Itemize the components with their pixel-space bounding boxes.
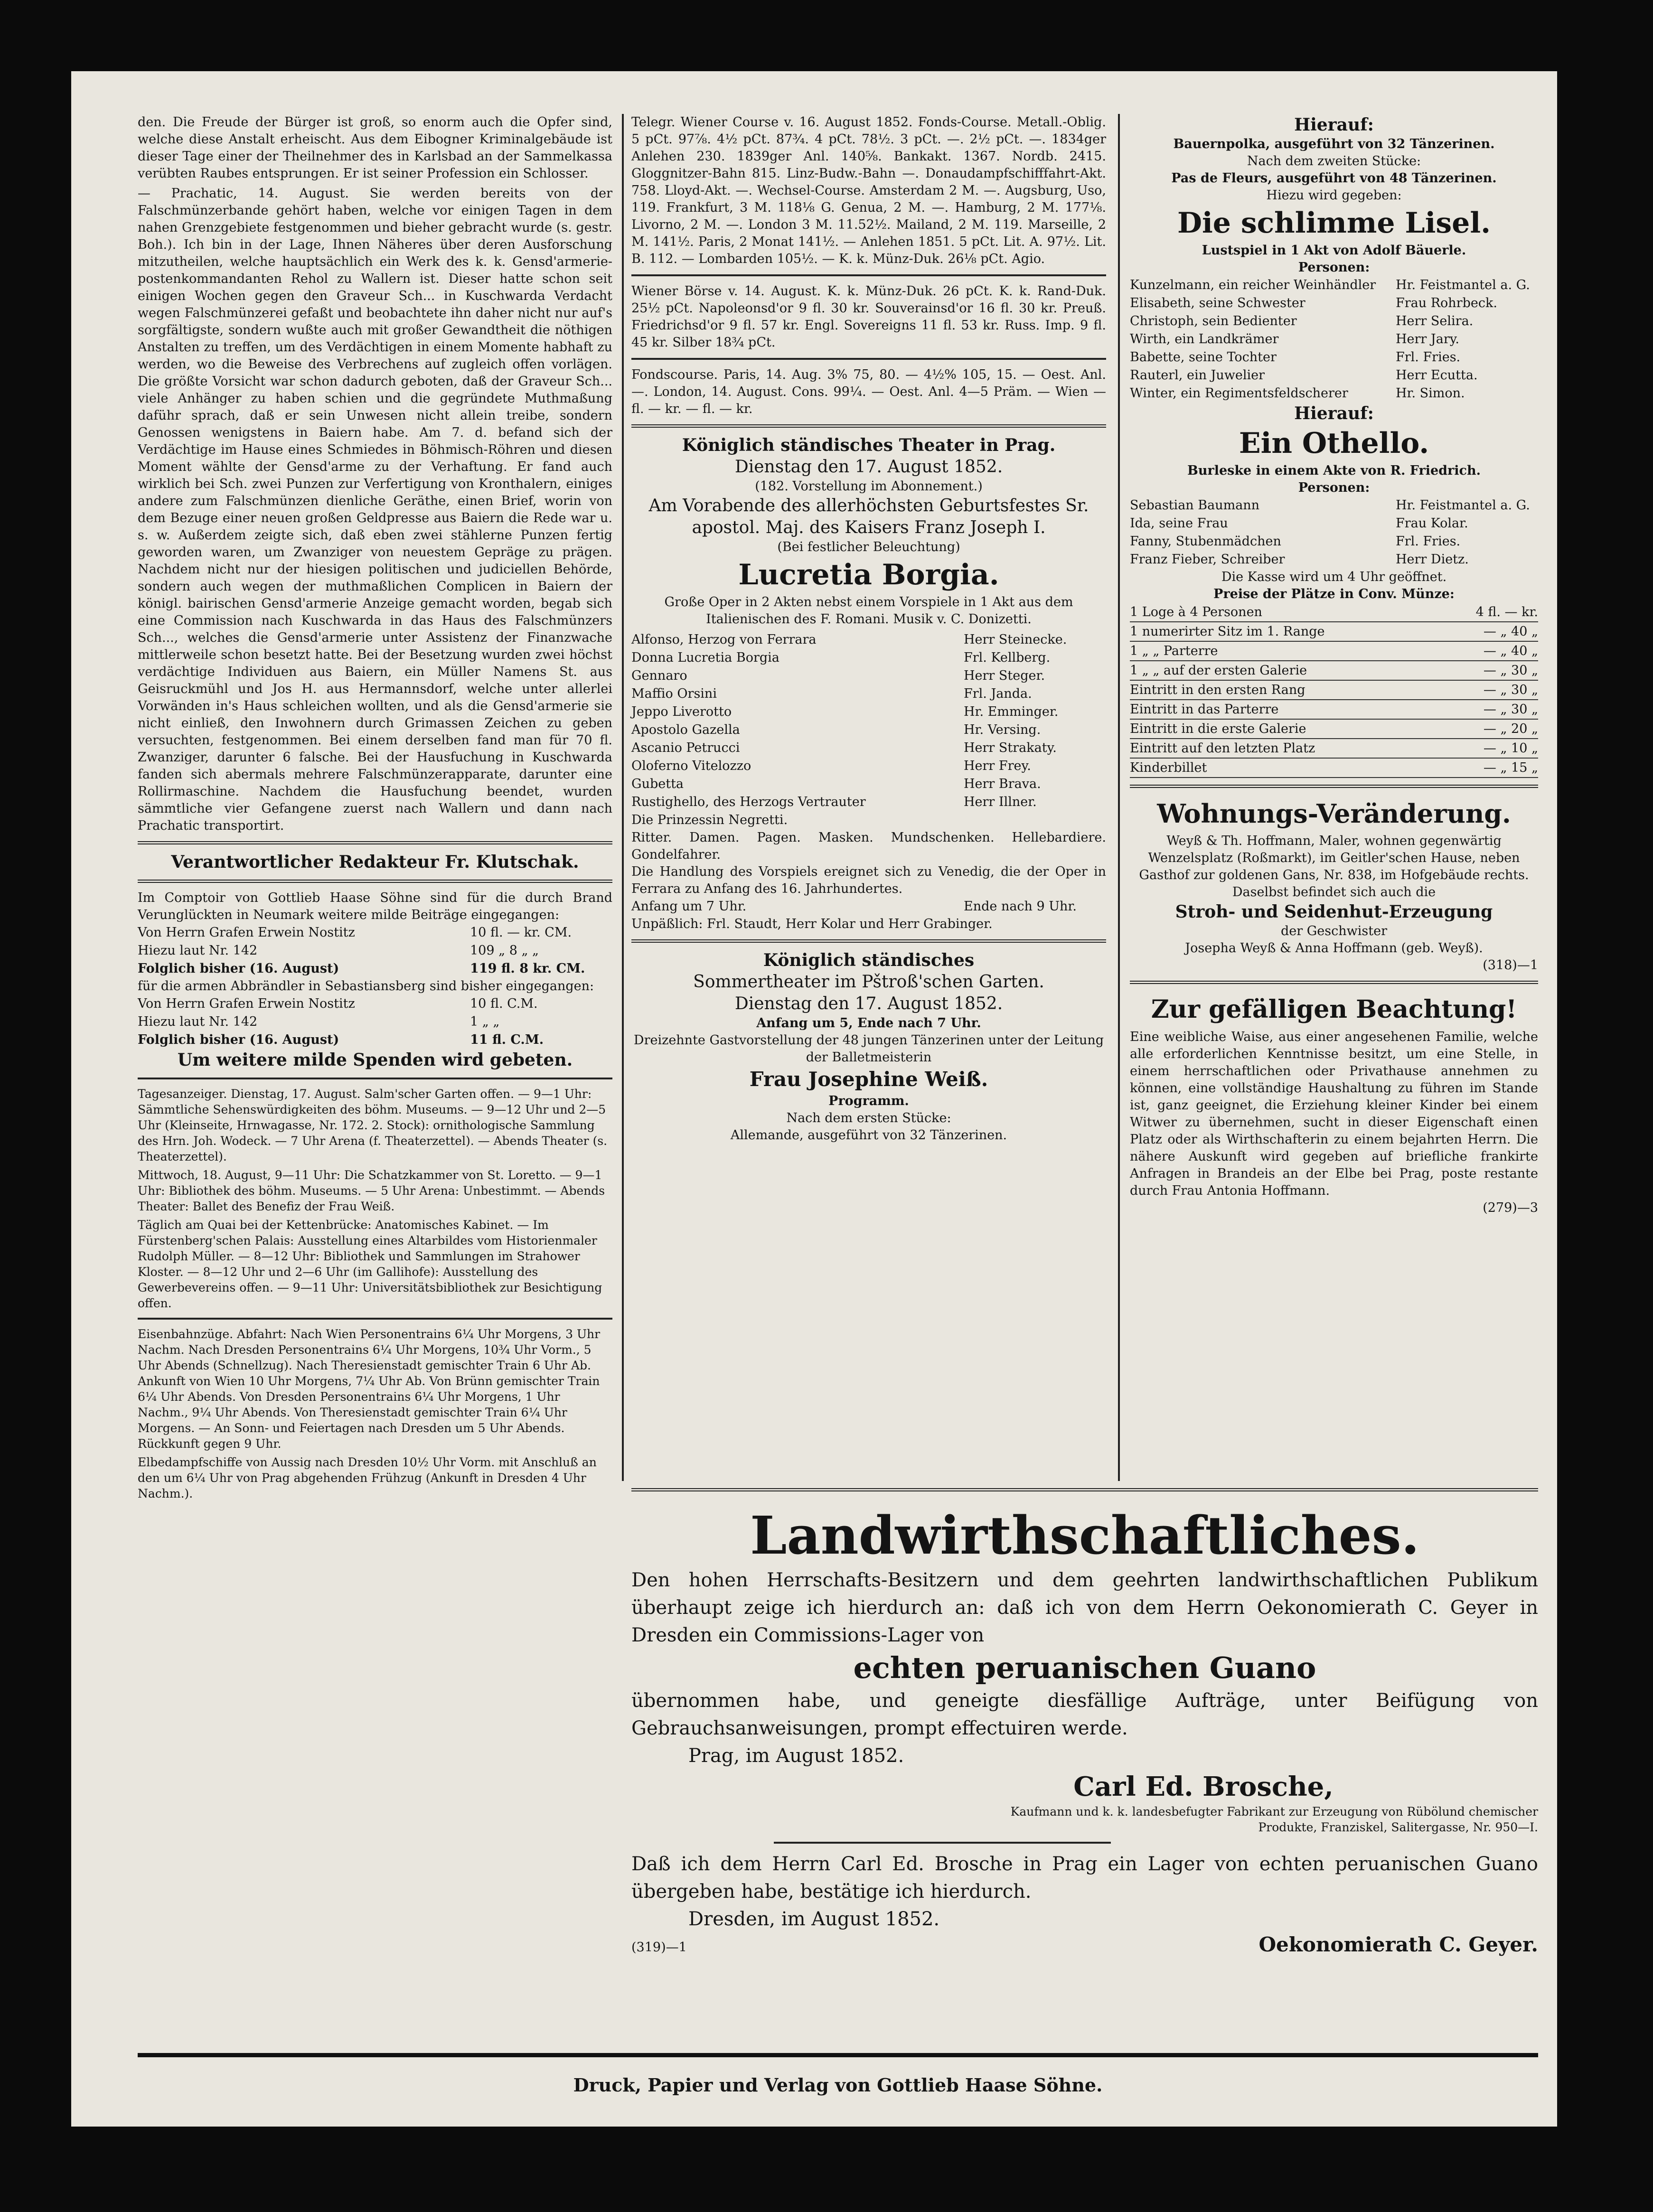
program-line: Allemande, ausgeführt von 32 Tänzerinen. xyxy=(730,1128,1007,1143)
mittwoch-schedule: Mittwoch, 18. August, 9—11 Uhr: Die Schatzkammer von St. Loretto. — 9—1 Uhr: Bibliothek des böhm. Museums. — 5 Uhr Arena: Unbestimmt. — Abends Theater: Ballet des Benefiz der Frau Weiß. xyxy=(138,1168,605,1213)
play-title: Ein Othello. xyxy=(1239,427,1429,460)
price-table xyxy=(1130,603,1538,778)
program-line: Pas de Fleurs, ausgeführt von 48 Tänzerinen. xyxy=(1171,171,1497,186)
cast-row: Wirth, ein Landkrämer Herr Jary. xyxy=(1130,332,1459,347)
indisposed-note: Unpäßlich: Frl. Staudt, Herr Kolar und Herr Grabinger. xyxy=(631,917,993,931)
program-line: Nach dem ersten Stücke: xyxy=(786,1111,951,1125)
price-row: 1 „ „ Parterre — „ 40 „ xyxy=(1130,642,1538,661)
program-line: Bauernpolka, ausgeführt von 32 Tänzerinen. xyxy=(1173,137,1495,151)
opera-plot: Die Handlung des Vorspiels ereignet sich zu Venedig, die der Oper in Ferrara zu Anfang des 16. Jahrhundertes. xyxy=(631,864,1106,896)
ad-signature-row xyxy=(631,1933,1538,1956)
theater-date: Dienstag den 17. August 1852. xyxy=(734,457,1003,477)
column-theater xyxy=(631,114,1106,1144)
donation-intro: für die armen Abbrändler in Sebastiansberg sind bisher eingegangen: xyxy=(138,979,594,994)
footer-rule xyxy=(138,2053,1538,2057)
personen-heading: Personen: xyxy=(1298,260,1370,275)
cast-row: Die Prinzessin Negretti. xyxy=(631,813,788,827)
daily-schedule: Täglich am Quai bei der Kettenbrücke: Anatomisches Kabinet. — Im Fürstenberg'schen Palais: Ausstellung eines Altarbildes vom Historienmaler Rudolph Müller. — 8—12 Uhr: Bibliothek und Sammlungen im Strahower Kloster. — 8—12 Uhr und 2—6 Uhr (im Gallihofe): Ausstellung des Gewerbevereins offen. — 9—11 Uhr: Universitätsbibliothek zur Besichtigung offen. xyxy=(138,1218,602,1310)
divider xyxy=(631,424,1106,428)
opera-times: Anfang um 7 Uhr. Ende nach 9 Uhr. xyxy=(631,899,1077,914)
cast-row: Oloferno Vitelozzo Herr Frey. xyxy=(631,759,1031,773)
box-office-note: Die Kasse wird um 4 Uhr geöffnet. xyxy=(1221,570,1447,584)
cast-row: Gennaro Herr Steger. xyxy=(631,668,1045,683)
dancer-name: Frau Josephine Weiß. xyxy=(749,1068,988,1091)
divider xyxy=(631,1488,1538,1491)
ad-moving-text: Weyß & Th. Hoffmann, Maler, wohnen gegenwärtig Wenzelsplatz (Roßmarkt), im Geitler'schen Hause, neben Gasthof zur goldenen Gans, Nr. 838, im Hofgebäude rechts. xyxy=(1139,834,1529,882)
ad-title-moving: Wohnungs-Veränderung. xyxy=(1157,798,1511,829)
donation-row: Von Herrn Grafen Erwein Nostitz 10 fl. C.M. xyxy=(138,996,538,1011)
ad-confirmation-text: Daß ich dem Herrn Carl Ed. Brosche in Prag ein Lager von echten peruanischen Guano übergeben habe, bestätige ich hierdurch. xyxy=(631,1853,1538,1903)
prices-heading: Preise der Plätze in Conv. Münze: xyxy=(1213,587,1455,601)
donation-row: Folglich bisher (16. August) 11 fl. C.M. xyxy=(138,1032,544,1047)
play-cast xyxy=(1130,497,1538,569)
newspaper-page xyxy=(71,71,1557,2127)
ad-notice-text: Eine weibliche Waise, aus einer angesehenen Familie, welche alle erforderlichen Kenntnisse besitzt, um eine Stelle, in einem herrschaftlichen oder Privathause annehmen zu können, eine vollständige Haushaltung zu führen im Stande ist, ganz geeignet, die Erziehung kleiner Kinder bei einem Witwer zu übernehmen, sucht in dieser Eigenschaft einen Platz oder als Wirthschafterin zu einem bejahrten Herrn. Die nähere Auskunft wird gegeben auf briefliche frankirte Anfragen in Brandeis an der Elbe bei Prag, poste restante durch Frau Antonia Hoffmann. xyxy=(1130,1030,1538,1198)
cast-row: Gubetta Herr Brava. xyxy=(631,777,1041,791)
divider xyxy=(774,1842,1111,1844)
cast-row: Jeppo Liverotto Hr. Emminger. xyxy=(631,704,1059,719)
program-line: Nach dem zweiten Stücke: xyxy=(1247,154,1421,169)
theater-occasion: Am Vorabende des allerhöchsten Geburtsfestes Sr. apostol. Maj. des Kaisers Franz Joseph I. xyxy=(648,496,1089,537)
ad-title-agriculture: Landwirthschaftliches. xyxy=(750,1505,1419,1566)
play-title: Die schlimme Lisel. xyxy=(1177,206,1491,240)
price-row: Eintritt in das Parterre — „ 30 „ xyxy=(1130,700,1538,720)
donation-intro: Im Comptoir von Gottlieb Haase Söhne sind für die durch Brand Verunglückten in Neumark weitere milde Beiträge eingegangen: xyxy=(138,890,612,922)
ad-reference: (279)—3 xyxy=(1483,1200,1538,1215)
divider xyxy=(631,939,1106,943)
opera-title: Lucretia Borgia. xyxy=(738,558,999,591)
cast-row: Alfonso, Herzog von Ferrara Herr Steinecke. xyxy=(631,632,1067,647)
price-row: 1 Loge à 4 Personen 4 fl. — kr. xyxy=(1130,603,1538,622)
tagesanzeiger: Tagesanzeiger. Dienstag, 17. August. Salm'scher Garten offen. — 9—1 Uhr: Sämmtliche Sehenswürdigkeiten des böhm. Museums. — 9—12 Uhr und 2—5 Uhr (Kleinseite, Hrnwagasse, Nr. 172. 2. Stock): ornithologische Sammlung des Hrn. Joh. Wodeck. — 7 Uhr Arena (f. Theaterzettel). — Abends Theater (s. Theaterzettel). xyxy=(138,1087,608,1163)
cast-row: Ascanio Petrucci Herr Strakaty. xyxy=(631,740,1057,755)
cast-row: Maffio Orsini Frl. Janda. xyxy=(631,686,1032,701)
ad-place-date: Prag, im August 1852. xyxy=(688,1745,904,1767)
donation-row: Hiezu laut Nr. 142 109 „ 8 „ „ xyxy=(138,943,539,958)
opera-cast xyxy=(631,631,1106,829)
cast-row: Winter, ein Regimentsfeldscherer Hr. Simon. xyxy=(1130,386,1465,401)
theater-performance: (182. Vorstellung im Abonnement.) xyxy=(755,479,983,494)
ad-agriculture-text: übernommen habe, und geneigte diesfällige Aufträge, unter Beifügung von Gebrauchsanweisungen, prompt effectuiren werde. xyxy=(631,1690,1538,1739)
cast-row: Franz Fieber, Schreiber Herr Dietz. xyxy=(1130,552,1469,567)
cast-row: Fanny, Stubenmädchen Frl. Fries. xyxy=(1130,534,1461,549)
guano-advertisement xyxy=(631,1505,1538,1956)
ad-place-date: Dresden, im August 1852. xyxy=(688,1908,940,1930)
divider xyxy=(138,880,612,883)
theater-heading: Königlich ständisches Theater in Prag. xyxy=(682,435,1056,455)
summer-theater-heading: Königlich ständisches xyxy=(763,950,975,970)
column-divider xyxy=(622,114,624,1481)
program-line: Hiezu wird gegeben: xyxy=(1266,188,1402,203)
opera-extras: Ritter. Damen. Pagen. Masken. Mundschenken. Hellebardiere. Gondelfahrer. xyxy=(631,830,1106,862)
divider xyxy=(1130,785,1538,788)
cast-row: Babette, seine Tochter Frl. Fries. xyxy=(1130,350,1461,365)
ad-moving-business: Stroh- und Seidenhut-Erzeugung xyxy=(1175,902,1493,922)
ad-agriculture-text: Den hohen Herrschafts-Besitzern und dem geehrten landwirthschaftlichen Publikum überhaupt zeige ich hierdurch an: daß ich von dem Herrn Oekonomierath C. Geyer in Dresden ein Commissions-Lager von xyxy=(631,1569,1538,1646)
ad-moving-text: Daselbst befindet sich auch die xyxy=(1232,885,1436,900)
summer-theater-place: Sommertheater im Pštroß'schen Garten. xyxy=(693,972,1044,992)
donation-list xyxy=(138,995,612,1049)
cast-row: Rauterl, ein Juwelier Herr Ecutta. xyxy=(1130,368,1478,383)
cast-row: Sebastian Baumann Hr. Feistmantel a. G. xyxy=(1130,498,1530,513)
divider xyxy=(1130,981,1538,984)
column-divider xyxy=(1118,114,1120,1481)
vienna-exchange: Wiener Börse v. 14. August. K. k. Münz-Duk. 26 pCt. K. k. Rand-Duk. 25½ pCt. Napoleonsd'or 9 fl. 30 kr. Souverainsd'or 16 fl. 30 kr. Preuß. Friedrichsd'or 9 fl. 57 kr. Engl. Sovereigns 11 fl. 53 kr. Russ. Imp. 9 fl. 45 kr. Silber 18¾ pCt. xyxy=(631,284,1106,350)
divider xyxy=(138,841,612,844)
divider xyxy=(631,274,1106,276)
ad-moving-text: der Geschwister xyxy=(1280,924,1387,938)
hierauf-heading: Hierauf: xyxy=(1294,115,1374,135)
editor-line: Verantwortlicher Redakteur Fr. Klutschak. xyxy=(171,852,579,872)
play-description: Burleske in einem Akte von R. Friedrich. xyxy=(1187,463,1481,478)
cast-row: Elisabeth, seine Schwester Frau Rohrbeck. xyxy=(1130,296,1497,310)
donation-list xyxy=(138,924,612,978)
cast-row: Ida, seine Frau Frau Kolar. xyxy=(1130,516,1468,531)
cast-row: Apostolo Gazella Hr. Versing. xyxy=(631,722,1041,737)
personen-heading: Personen: xyxy=(1298,480,1370,495)
hierauf-heading: Hierauf: xyxy=(1294,403,1374,423)
cast-row: Kunzelmann, ein reicher Weinhändler Hr. Feistmantel a. G. xyxy=(1130,278,1530,292)
imprint-footer: Druck, Papier und Verlag von Gottlieb Haase Söhne. xyxy=(573,2074,1103,2096)
divider xyxy=(138,1318,612,1320)
ad-product-name: echten peruanischen Guano xyxy=(853,1650,1316,1685)
ad-signer2: Oekonomierath C. Geyer. xyxy=(1259,1933,1538,1956)
price-row: Eintritt in den ersten Rang — „ 30 „ xyxy=(1130,681,1538,700)
theater-lights: (Bei festlicher Beleuchtung) xyxy=(777,540,960,554)
ad-reference: (318)—1 xyxy=(1483,958,1538,973)
program-heading: Programm. xyxy=(828,1094,909,1108)
price-row: 1 numerirter Sitz im 1. Range — „ 40 „ xyxy=(1130,622,1538,642)
ad-title-notice: Zur gefälligen Beachtung! xyxy=(1151,995,1517,1024)
ad-signer-desc: Kaufmann und k. k. landesbefugter Fabrikant zur Erzeugung von Rübölund chemischer Produkte, Franziskel, Salitergasse, Nr. 950—I. xyxy=(1010,1805,1538,1834)
cast-row: Rustighello, des Herzogs Vertrauter Herr Illner. xyxy=(631,795,1037,809)
donation-row: Folglich bisher (16. August) 119 fl. 8 kr. CM. xyxy=(138,961,585,976)
summer-theater-time: Anfang um 5, Ende nach 7 Uhr. xyxy=(756,1016,981,1031)
column-news xyxy=(138,114,612,1501)
summer-theater-desc: Dreizehnte Gastvorstellung der 48 jungen Tänzerinen unter der Leitung der Balletmeisterin xyxy=(633,1033,1104,1065)
ad-signer: Carl Ed. Brosche, xyxy=(1073,1771,1334,1802)
fund-rates: Fondscourse. Paris, 14. Aug. 3% 75, 80. — 4½% 105, 15. — Oest. Anl. —. London, 14. August. Cons. 99¼. — Oest. Anl. 4—5 Präm. — Wien — fl. — kr. — fl. — kr. xyxy=(631,367,1106,416)
play-description: Lustspiel in 1 Akt von Adolf Bäuerle. xyxy=(1202,243,1466,258)
ad-reference: (319)—1 xyxy=(631,1940,687,1955)
divider xyxy=(138,1078,612,1079)
donation-close: Um weitere milde Spenden wird gebeten. xyxy=(177,1050,573,1070)
exchange-rates: Telegr. Wiener Course v. 16. August 1852. Fonds-Course. Metall.-Oblig. 5 pCt. 97⅞. 4½ pCt. 87¾. 4 pCt. 78½. 3 pCt. —. 2½ pCt. —. 1834ger Anlehen 230. 1839ger Anl. 140⅝. Bankakt. 1367. Nordb. 2415. Gloggnitzer-Bahn 815. Linz-Budw.-Bahn —. Donaudampfschifffahrt-Akt. 758. Lloyd-Akt. —. Wechsel-Course. Amsterdam 2 M. —. Augsburg, Uso, 119. Frankfurt, 3 M. 118⅛ G. Genua, 2 M. —. Hamburg, 2 M. 177⅛. Livorno, 2 M. —. London 3 M. 11.52½. Mailand, 2 M. 119. Marseille, 2 M. 141½. Paris, 2 Monat 141½. — Anlehen 1851. 5 pCt. Lit. A. 97½. Lit. B. 112. — Lombarden 105½. — K. k. Münz-Duk. 26⅛ pCt. Agio. xyxy=(631,115,1106,266)
price-row: Eintritt auf den letzten Platz — „ 10 „ xyxy=(1130,739,1538,759)
news-paragraph: den. Die Freude der Bürger ist groß, so enorm auch die Opfer sind, welche diese Anstalt erheischt. Aus dem Eibogner Kriminalgebäude ist dieser Tage einer der Theilnehmer des in Karlsbad an der Sammelkassa verübten Raubes entsprungen. Er ist seiner Profession ein Schlosser. xyxy=(138,115,612,181)
opera-description: Große Oper in 2 Akten nebst einem Vorspiele in 1 Akt aus dem Italienischen des F. Romani. Musik v. C. Donizetti. xyxy=(664,595,1073,627)
news-paragraph-prachatic: — Prachatic, 14. August. Sie werden bereits von der Falschmünzerbande gehört haben, welche vor einigen Tagen in dem nahen Grenzgebiete festgenommen und bieher gebracht wurde (s. gestr. Boh.). Ich bin in der Lage, Ihnen Näheres über deren Ausforschung mitzutheilen, welche hauptsächlich ein Werk des k. k. Gensd'armerie-postenkommandanten Rehol zu Wallern ist. Dieser hatte schon seit einigen Wochen gegen den Graveur Sch... in Kuschwarda Verdacht wegen Falschmünzerei gefaßt und beobachtete ihn daher nicht nur auf's sorgfältigste, sondern wußte auch mit großer Gewandtheit die nöthigen Anstalten zu treffen, um des Verdächtigen in einem Momente habhaft zu werden, wo die Beweise des Verbrechens auf zugleich offen vorlägen. Die größte Vorsicht war schon dadurch geboten, daß der Graveur Sch... viele Anhänger zu haben schien und die gegründete Muthmaßung daführ sprach, daß er sein Unwesen nicht allein treibe, sondern Genossen wenigstens in Baiern habe. Am 7. d. befand sich der Verdächtige im Hause eines Schmiedes in Böhmisch-Röhren und diesen Moment wählte der Gensd'arme zu der Verhaftung. Er fand auch wirklich bei Sch. zwei Punzen zur Verfertigung von Kronthalern, einiges andere zum Falschmünzen dienliche Geräthe, einen Brief, worin von dem Bezuge einer neuen großen Geldpresse aus Baiern die Rede war u. s. w. Außerdem zeigte sich, daß eben zwei stählerne Punzen fertig geworden waren, um Zwanziger von neuestem Gepräge zu prägen. Nachdem nicht nur der hiesigen politischen und judiciellen Behörde, sondern auch wegen der muthmaßlichen Complicen in Baiern der königl. bairischen Gensd'armerie Anzeige gemacht worden, begab sich eine Commission nach Kuschwarda in das Haus des Falschmünzers Sch..., welches die Gensd'armerie unter Assistenz der Finanzwache mittlerweile schon besetzt hatte. Bei der Besetzung wurden zwei höchst verdächtige Individuen aus Baiern, ein Müller Namens St. aus Geisruckmühl und Jos H. aus Hermannsdorf, welche unter allerlei Vorwänden in's Haus schleichen wollten, und als die Gensd'armerie sie nicht einließ, den Inwohnern durch Grimassen Zeichen zu geben versuchten, festgenommen. Bei einem derselben fand man für 70 fl. Zwanziger, darunter 6 falsche. Bei der Hausfuchung in Kuschwarda fanden sich abermals mehrere Falschmünzerapparate, darunter eine Rollirmaschine. Nachdem die Hausfuchung beendet, wurden sämmtliche vier Gefangene zuerst nach Wallern und dann nach Prachatic transportirt. xyxy=(138,186,612,833)
price-row: Kinderbillet — „ 15 „ xyxy=(1130,759,1538,778)
steamship-schedule: Elbedampfschiffe von Aussig nach Dresden 10½ Uhr Vorm. mit Anschluß an den um 6¼ Uhr von Prag abgehenden Frühzug (Ankunft in Dresden 4 Uhr Nachm.). xyxy=(138,1455,597,1500)
cast-row: Donna Lucretia Borgia Frl. Kellberg. xyxy=(631,650,1051,665)
price-row: Eintritt in die erste Galerie — „ 20 „ xyxy=(1130,720,1538,739)
cast-row: Christoph, sein Bedienter Herr Selira. xyxy=(1130,314,1474,328)
ad-moving-owners: Josepha Weyß & Anna Hoffmann (geb. Weyß). xyxy=(1185,941,1483,956)
railway-schedule: Eisenbahnzüge. Abfahrt: Nach Wien Personentrains 6¼ Uhr Morgens, 3 Uhr Nachm. Nach Dresden Personentrains 6¼ Uhr Morgens, 10¾ Uhr Vorm., 5 Uhr Abends (Schnellzug). Nach Theresienstadt gemischter Train 6 Uhr Ab. Ankunft von Wien 10 Uhr Morgens, 7¼ Uhr Ab. Von Brünn gemischter Train 6¼ Uhr Abends. Von Dresden Personentrains 6¼ Uhr Morgens, 1 Uhr Nachm., 9¼ Uhr Abends. Von Theresienstadt gemischter Train 6¼ Uhr Morgens. — An Sonn- und Feiertagen nach Dresden um 5 Uhr Abends. Rückkunft gegen 9 Uhr. xyxy=(138,1327,601,1451)
divider xyxy=(631,358,1106,360)
play-cast xyxy=(1130,276,1538,403)
donation-row: Von Herrn Grafen Erwein Nostitz 10 fl. — kr. CM. xyxy=(138,925,572,940)
price-row: 1 „ „ auf der ersten Galerie — „ 30 „ xyxy=(1130,661,1538,681)
column-ads xyxy=(1130,114,1538,1217)
summer-theater-date: Dienstag den 17. August 1852. xyxy=(734,994,1003,1013)
donation-row: Hiezu laut Nr. 142 1 „ „ xyxy=(138,1014,500,1029)
